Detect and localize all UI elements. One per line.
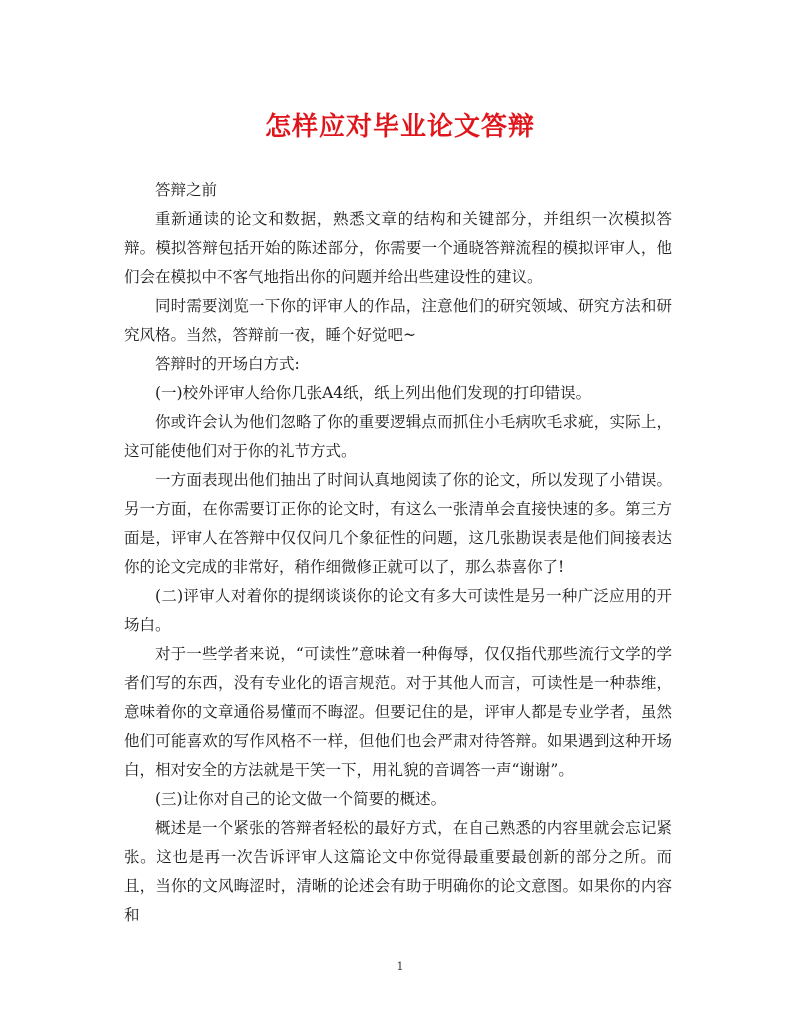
document-body <box>124 176 672 930</box>
paragraph-method-one-explanation: 一方面表现出他们抽出了时间认真地阅读了你的论文，所以发现了小错误。另一方面，在你需要订正你的论文时，有这么一张清单会直接快速的多。第三方面是，评审人在答辩中仅仅问几个象征性的问题，这几张勘误表是他们间接表达你的论文完成的非常好，稍作细微修正就可以了，那么恭喜你了! <box>124 471 672 576</box>
paragraph-browse-reviewers: 同时需要浏览一下你的评审人的作品，注意他们的研究领域、研究方法和研究风格。当然，答辩前一夜，睡个好觉吧~ <box>124 297 672 344</box>
paragraph-method-two: (二)评审人对着你的提纲谈谈你的论文有多大可读性是另一种广泛应用的开场白。 <box>124 587 672 634</box>
document-title: 怎样应对毕业论文答辩 <box>264 112 535 142</box>
paragraph-opening-methods-heading: 答辩时的开场白方式: <box>155 355 300 373</box>
paragraph-method-three-detail: 概述是一个紧张的答辩者轻松的最好方式，在自己熟悉的内容里就会忘记紧张。这也是再一次告诉评审人这篇论文中你觉得最重要最创新的部分之所。而且，当你的文风晦涩时，清晰的论述会有助于明确你的论文意图。如果你的内容和 <box>124 819 672 924</box>
paragraph-before-defense-heading: 答辩之前 <box>155 181 218 199</box>
paragraph-method-three: (三)让你对自己的论文做一个简要的概述。 <box>155 790 447 808</box>
paragraph-method-two-detail: 对于一些学者来说，“可读性”意味着一种侮辱，仅仅指代那些流行文学的学者们写的东西，没有专业化的语言规范。对于其他人而言，可读性是一种恭维，意味着你的文章通俗易懂而不晦涩。但要记住的是，评审人都是专业学者，虽然他们可能喜欢的写作风格不一样，但他们也会严肃对待答辩。如果遇到这种开场白，相对安全的方法就是干笑一下，用礼貌的音调答一声“谢谢”。 <box>124 645 672 779</box>
paragraph-reread-thesis: 重新通读的论文和数据，熟悉文章的结构和关键部分，并组织一次模拟答辩。模拟答辩包括开始的陈述部分，你需要一个通晓答辩流程的模拟评审人，他们会在模拟中不客气地指出你的问题并给出些建设性的建议。 <box>124 210 672 286</box>
page-number: 1 <box>396 960 404 973</box>
paragraph-method-one: (一)校外评审人给你几张A4纸，纸上列出他们发现的打印错误。 <box>155 384 592 402</box>
paragraph-method-one-detail: 你或许会认为他们忽略了你的重要逻辑点而抓住小毛病吹毛求疵，实际上，这可能使他们对于你的礼节方式。 <box>124 413 672 460</box>
